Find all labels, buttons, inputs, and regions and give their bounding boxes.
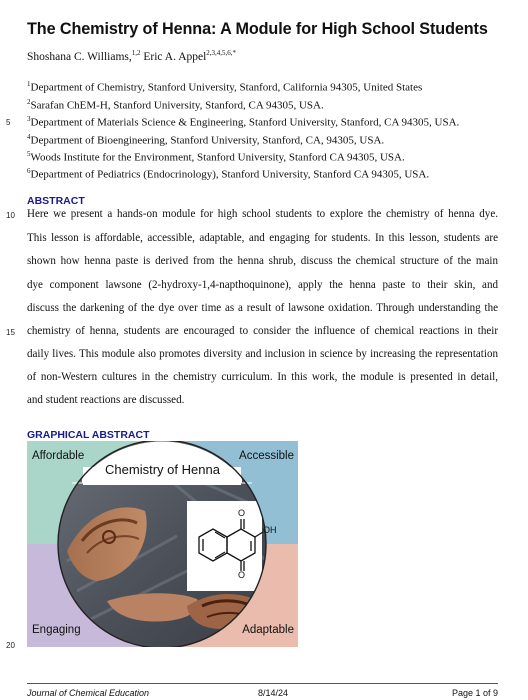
quadrant-label-accessible: Accessible bbox=[239, 450, 294, 462]
affiliation: $^1$Department of Chemistry, Stanford University, Stanford, California 94305, United States bbox=[27, 80, 423, 94]
hydroxyl-label: OH bbox=[263, 525, 277, 535]
author-name: Eric A. Appel bbox=[143, 50, 207, 63]
footer-page: Page 1 of 9 bbox=[451, 688, 498, 698]
abstract-line: daily lives. This module also promotes diversity and inclusion in science by increasing the representation bbox=[27, 348, 498, 360]
affiliation: $^5$Woods Institute for the Environment, Stanford University, Stanford CA 94305, USA. bbox=[27, 150, 405, 164]
oxygen-label-bottom: O bbox=[238, 570, 246, 580]
abstract-heading: ABSTRACT bbox=[27, 195, 85, 207]
paper-title: The Chemistry of Henna: A Module for High School Students bbox=[27, 20, 488, 38]
footer-journal: Journal of Chemical Education bbox=[27, 688, 150, 698]
affiliation: $^4$Department of Bioengineering, Stanford University, Stanford, CA, 94305, USA. bbox=[27, 133, 385, 147]
author-name: Shoshana C. Williams, bbox=[27, 50, 132, 63]
footer-rule bbox=[27, 683, 498, 684]
abstract-line: of non-Western cultures in the chemistry curriculum. In this work, the module is presented in detail, bbox=[27, 371, 498, 383]
oxygen-label-top: O bbox=[238, 508, 246, 518]
quadrant-label-engaging: Engaging bbox=[32, 624, 81, 636]
abstract-line: discuss the darkening of the dye over time as a result of lawsone oxidation. Through understanding the bbox=[27, 302, 498, 314]
line-number: 5 bbox=[6, 118, 11, 127]
abstract-line: This lesson is affordable, accessible, adaptable, and engaging for students. In this lesson, students are bbox=[27, 232, 498, 244]
abstract-line: and student reactions are discussed. bbox=[27, 394, 185, 406]
affiliation: $^3$Department of Materials Science & Engineering, Stanford University, Stanford, CA 94305, USA. bbox=[27, 115, 460, 129]
quadrant-label-adaptable: Adaptable bbox=[242, 624, 294, 636]
author-affiliation-mark: 2,3,4,5,6,* bbox=[206, 49, 237, 57]
line-number: 10 bbox=[6, 211, 15, 220]
graphical-abstract-heading: GRAPHICAL ABSTRACT bbox=[27, 429, 150, 441]
affiliation: $^6$Department of Pediatrics (Endocrinology), Stanford University, Stanford CA 94305, USA. bbox=[27, 167, 430, 181]
footer-date: 8/14/24 bbox=[258, 688, 289, 698]
author-affiliation-mark: 1,2 bbox=[131, 49, 141, 57]
abstract-line: chemistry of henna, students are encouraged to consider the influence of chemical reactions in their bbox=[27, 325, 498, 337]
quadrant-label-affordable: Affordable bbox=[32, 450, 85, 462]
abstract-line: Here we present a hands-on module for high school students to explore the chemistry of henna dye. bbox=[27, 208, 498, 220]
author-list bbox=[27, 49, 236, 63]
graphical-abstract-figure bbox=[27, 441, 298, 647]
graphical-abstract-title: Chemistry of Henna bbox=[105, 462, 220, 477]
line-number: 20 bbox=[6, 641, 15, 650]
abstract-line: dye component lawsone (2-hydroxy-1,4-napthoquinone), apply the henna paste to their skin, and bbox=[27, 279, 498, 291]
abstract-line: shown how henna paste is derived from the henna shrub, discuss the chemical structure of the main bbox=[27, 255, 498, 267]
affiliation: $^2$Sarafan ChEM-H, Stanford University, Stanford, CA 94305, USA. bbox=[27, 98, 324, 112]
line-number: 15 bbox=[6, 328, 15, 337]
